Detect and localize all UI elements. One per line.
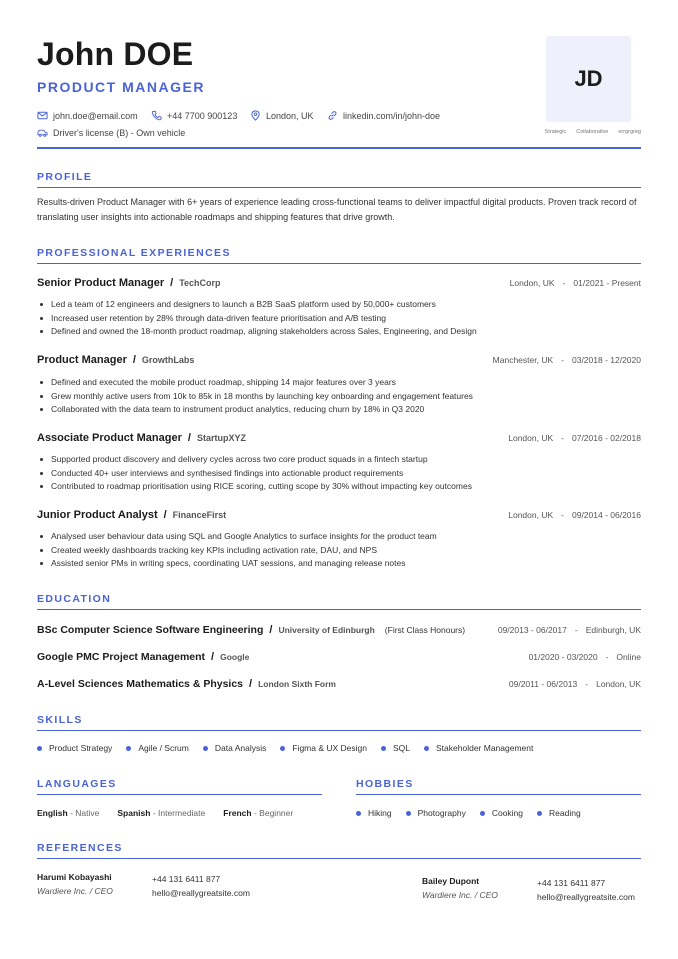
job-header: Associate Product Manager / StartupXYZ London, UK - 07/2016 - 02/2018 bbox=[37, 432, 641, 444]
skill-label: SQL bbox=[393, 743, 411, 753]
job-company: TechCorp bbox=[179, 278, 221, 288]
job-role: Associate Product Manager bbox=[37, 432, 182, 444]
bullet-dot-icon bbox=[480, 811, 485, 816]
education-dates: 09/2011 - 06/2013 bbox=[508, 679, 578, 689]
bullet-dot-icon bbox=[424, 746, 429, 751]
skill-label: Agile / Scrum bbox=[138, 743, 189, 753]
skill-item bbox=[280, 743, 367, 753]
language-level: - Native bbox=[70, 808, 100, 818]
education-degree: BSc Computer Science Software Engineering bbox=[37, 624, 264, 636]
reference-org: Wardiere Inc. / CEO bbox=[37, 886, 113, 896]
list-item: Assisted senior PMs in writing specs, coordinating UAT sessions, and managing release notes bbox=[37, 557, 641, 571]
education-school: University of Edinburgh bbox=[278, 625, 375, 635]
candidate-name: John DOE bbox=[37, 36, 194, 72]
section-title-languages: LANGUAGES bbox=[37, 778, 117, 790]
job-separator: / bbox=[132, 354, 136, 366]
education-location: Online bbox=[616, 652, 641, 662]
reference-phone[interactable]: +44 131 6411 877 bbox=[152, 874, 221, 884]
skill-label: Data Analysis bbox=[214, 743, 267, 753]
job-dates: 01/2021 - Present bbox=[573, 278, 641, 288]
section-title-education: EDUCATION bbox=[37, 593, 112, 605]
list-item: Grew monthly active users from 10k to 85k in 18 months by launching key onboarding and engagement features bbox=[37, 390, 641, 404]
skill-item bbox=[203, 743, 267, 753]
reference-name: Bailey Dupont bbox=[422, 876, 480, 886]
section-divider bbox=[356, 794, 641, 795]
contact-linkedin[interactable] bbox=[327, 110, 440, 121]
job-separator: / bbox=[170, 277, 174, 289]
candidate-title: PRODUCT MANAGER bbox=[37, 79, 205, 95]
section-divider bbox=[37, 263, 641, 264]
profile-text: Results-driven Product Manager with 6+ years of experience leading cross-functional teams to deliver impactful digital products. Proven track record of translating user insights into actionable roadmaps and shipping features that drive growth. bbox=[37, 197, 637, 222]
job-role: Senior Product Manager bbox=[37, 277, 165, 289]
reference-contact bbox=[537, 878, 635, 902]
reference-phone[interactable]: +44 131 6411 877 bbox=[537, 878, 606, 888]
bullet-dot-icon bbox=[203, 746, 208, 751]
skill-label: Figma & UX Design bbox=[292, 743, 367, 753]
bullet-dot-icon bbox=[280, 746, 285, 751]
skill-item bbox=[381, 743, 410, 753]
section-title-experience: PROFESSIONAL EXPERIENCES bbox=[37, 247, 231, 259]
contact-email-text: john.doe@email.com bbox=[53, 110, 138, 121]
job-dates: 09/2014 - 06/2016 bbox=[571, 510, 641, 520]
job-header: Product Manager / GrowthLabs Manchester, UK - 03/2018 - 12/2020 bbox=[37, 354, 641, 366]
bullet-dot-icon bbox=[537, 811, 542, 816]
tag: Strategic bbox=[544, 129, 567, 135]
education-location: London, UK bbox=[596, 679, 641, 689]
tag: Collaborative bbox=[576, 129, 609, 135]
language-name: English bbox=[37, 808, 68, 818]
language-item bbox=[37, 808, 99, 818]
language-level: - Intermediate bbox=[152, 808, 206, 818]
hobby-label: Reading bbox=[549, 808, 581, 818]
list-item: Supported product discovery and delivery cycles across two core product squads in a fintech startup bbox=[37, 453, 641, 467]
languages-list bbox=[37, 808, 293, 818]
reference-org: Wardiere Inc. / CEO bbox=[422, 890, 498, 900]
job-company: FinanceFirst bbox=[172, 510, 227, 520]
list-item: Increased user retention by 28% through data-driven feature prioritisation and A/B testing bbox=[37, 312, 641, 326]
hobbies-list bbox=[356, 808, 595, 818]
hobby-item bbox=[356, 808, 392, 818]
reference-contact bbox=[152, 874, 250, 898]
education-location: Edinburgh, UK bbox=[585, 625, 641, 635]
car-icon bbox=[37, 127, 48, 138]
reference-email[interactable]: hello@reallygreatsite.com bbox=[152, 888, 250, 898]
mail-icon bbox=[37, 110, 48, 121]
contact-location bbox=[250, 110, 314, 121]
education-degree: Google PMC Project Management bbox=[37, 651, 206, 663]
section-title-profile: PROFILE bbox=[37, 171, 93, 183]
contact-phone-text: +44 7700 900123 bbox=[167, 110, 238, 121]
contact-email[interactable] bbox=[37, 110, 138, 121]
avatar bbox=[546, 36, 631, 122]
hobby-item bbox=[480, 808, 523, 818]
list-item: Analysed user behaviour data using SQL and Google Analytics to surface insights for the product team bbox=[37, 530, 641, 544]
job-bullets bbox=[37, 453, 641, 494]
bullet-dot-icon bbox=[356, 811, 361, 816]
language-name: Spanish bbox=[117, 808, 151, 818]
contact-location-text: London, UK bbox=[266, 110, 314, 121]
language-item bbox=[117, 808, 205, 818]
skill-label: Product Strategy bbox=[49, 743, 113, 753]
education-note: (First Class Honours) bbox=[384, 625, 466, 635]
section-title-references: REFERENCES bbox=[37, 842, 123, 854]
avatar-initials: JD bbox=[574, 66, 603, 91]
language-level: - Beginner bbox=[253, 808, 294, 818]
job-role: Junior Product Analyst bbox=[37, 509, 158, 521]
section-divider bbox=[37, 187, 641, 188]
bullet-dot-icon bbox=[37, 746, 42, 751]
job-location: London, UK bbox=[509, 278, 555, 288]
language-name: French bbox=[223, 808, 252, 818]
job-dates: 07/2016 - 02/2018 bbox=[571, 433, 641, 443]
education-school: Google bbox=[220, 652, 250, 662]
job-company: GrowthLabs bbox=[141, 355, 195, 365]
education-row: A-Level Sciences Mathematics & Physics / London Sixth Form 09/2011 - 06/2013 - London, UK bbox=[37, 678, 641, 690]
education-school: London Sixth Form bbox=[258, 679, 336, 689]
avatar-tags bbox=[545, 129, 641, 135]
reference-card bbox=[37, 872, 113, 896]
list-item: Defined and owned the 18-month product roadmap, aligning stakeholders across Sales, Engineering, and Design bbox=[37, 325, 641, 339]
job-header: Senior Product Manager / TechCorp London, UK - 01/2021 - Present bbox=[37, 277, 641, 289]
job-bullets bbox=[37, 298, 641, 339]
job-company: StartupXYZ bbox=[196, 433, 246, 443]
header-divider bbox=[37, 147, 641, 149]
hobby-label: Photography bbox=[417, 808, 466, 818]
section-title-skills: SKILLS bbox=[37, 714, 83, 726]
contact-linkedin-text: linkedin.com/in/john-doe bbox=[343, 110, 441, 121]
job-separator: / bbox=[163, 509, 167, 521]
section-title-hobbies: HOBBIES bbox=[356, 778, 414, 790]
section-divider bbox=[37, 730, 641, 731]
job-dates: 03/2018 - 12/2020 bbox=[571, 355, 641, 365]
section-divider bbox=[37, 794, 322, 795]
section-divider bbox=[37, 858, 641, 859]
education-separator: / bbox=[269, 624, 273, 636]
hobby-item bbox=[406, 808, 466, 818]
list-item: Led a team of 12 engineers and designers to launch a B2B SaaS platform used by 50,000+ customers bbox=[37, 298, 641, 312]
list-item: Collaborated with the data team to instrument product analytics, reducing churn by 18% in Q3 2020 bbox=[37, 403, 641, 417]
skill-item bbox=[126, 743, 189, 753]
skills-list bbox=[37, 743, 547, 753]
hobby-label: Hiking bbox=[368, 808, 392, 818]
reference-card bbox=[422, 876, 498, 900]
skill-item bbox=[37, 743, 112, 753]
tag: errgrgreg bbox=[618, 129, 641, 135]
contact-license-text: Driver's license (B) - Own vehicle bbox=[53, 127, 186, 138]
education-dates: 01/2020 - 03/2020 bbox=[528, 652, 598, 662]
section-divider bbox=[37, 609, 641, 610]
education-separator: / bbox=[249, 678, 253, 690]
job-bullets bbox=[37, 376, 641, 417]
education-row: Google PMC Project Management / Google 01/2020 - 03/2020 - Online bbox=[37, 651, 641, 663]
education-row: BSc Computer Science Software Engineering / University of Edinburgh (First Class Honours) 09/2013 - 06/2017 - Edinburgh, UK bbox=[37, 624, 641, 636]
list-item: Conducted 40+ user interviews and synthesised findings into actionable product requirements bbox=[37, 467, 641, 481]
hobby-item bbox=[537, 808, 581, 818]
linkedin-icon bbox=[327, 110, 338, 121]
language-item bbox=[223, 808, 293, 818]
skill-item bbox=[424, 743, 533, 753]
list-item: Defined and executed the mobile product roadmap, shipping 14 major features over 3 years bbox=[37, 376, 641, 390]
job-bullets bbox=[37, 530, 641, 571]
list-item: Created weekly dashboards tracking key KPIs including activation rate, DAU, and NPS bbox=[37, 544, 641, 558]
education-degree: A-Level Sciences Mathematics & Physics bbox=[37, 678, 244, 690]
bullet-dot-icon bbox=[126, 746, 131, 751]
hobby-label: Cooking bbox=[491, 808, 524, 818]
job-separator: / bbox=[187, 432, 191, 444]
reference-name: Harumi Kobayashi bbox=[37, 872, 112, 882]
skill-label: Stakeholder Management bbox=[436, 743, 534, 753]
list-item: Contributed to roadmap prioritisation using RICE scoring, cutting scope by 30% without impacting key outcomes bbox=[37, 480, 641, 494]
job-role: Product Manager bbox=[37, 354, 127, 366]
contact-phone[interactable] bbox=[151, 110, 237, 121]
job-location: London, UK bbox=[508, 433, 554, 443]
phone-icon bbox=[151, 110, 162, 121]
job-header: Junior Product Analyst / FinanceFirst London, UK - 09/2014 - 06/2016 bbox=[37, 509, 641, 521]
contact-license bbox=[37, 127, 185, 138]
education-separator: / bbox=[211, 651, 215, 663]
job-location: London, UK bbox=[508, 510, 554, 520]
bullet-dot-icon bbox=[381, 746, 386, 751]
education-dates: 09/2013 - 06/2017 bbox=[497, 625, 567, 635]
job-location: Manchester, UK bbox=[492, 355, 554, 365]
location-pin-icon bbox=[250, 110, 261, 121]
reference-email[interactable]: hello@reallygreatsite.com bbox=[537, 892, 635, 902]
bullet-dot-icon bbox=[406, 811, 411, 816]
